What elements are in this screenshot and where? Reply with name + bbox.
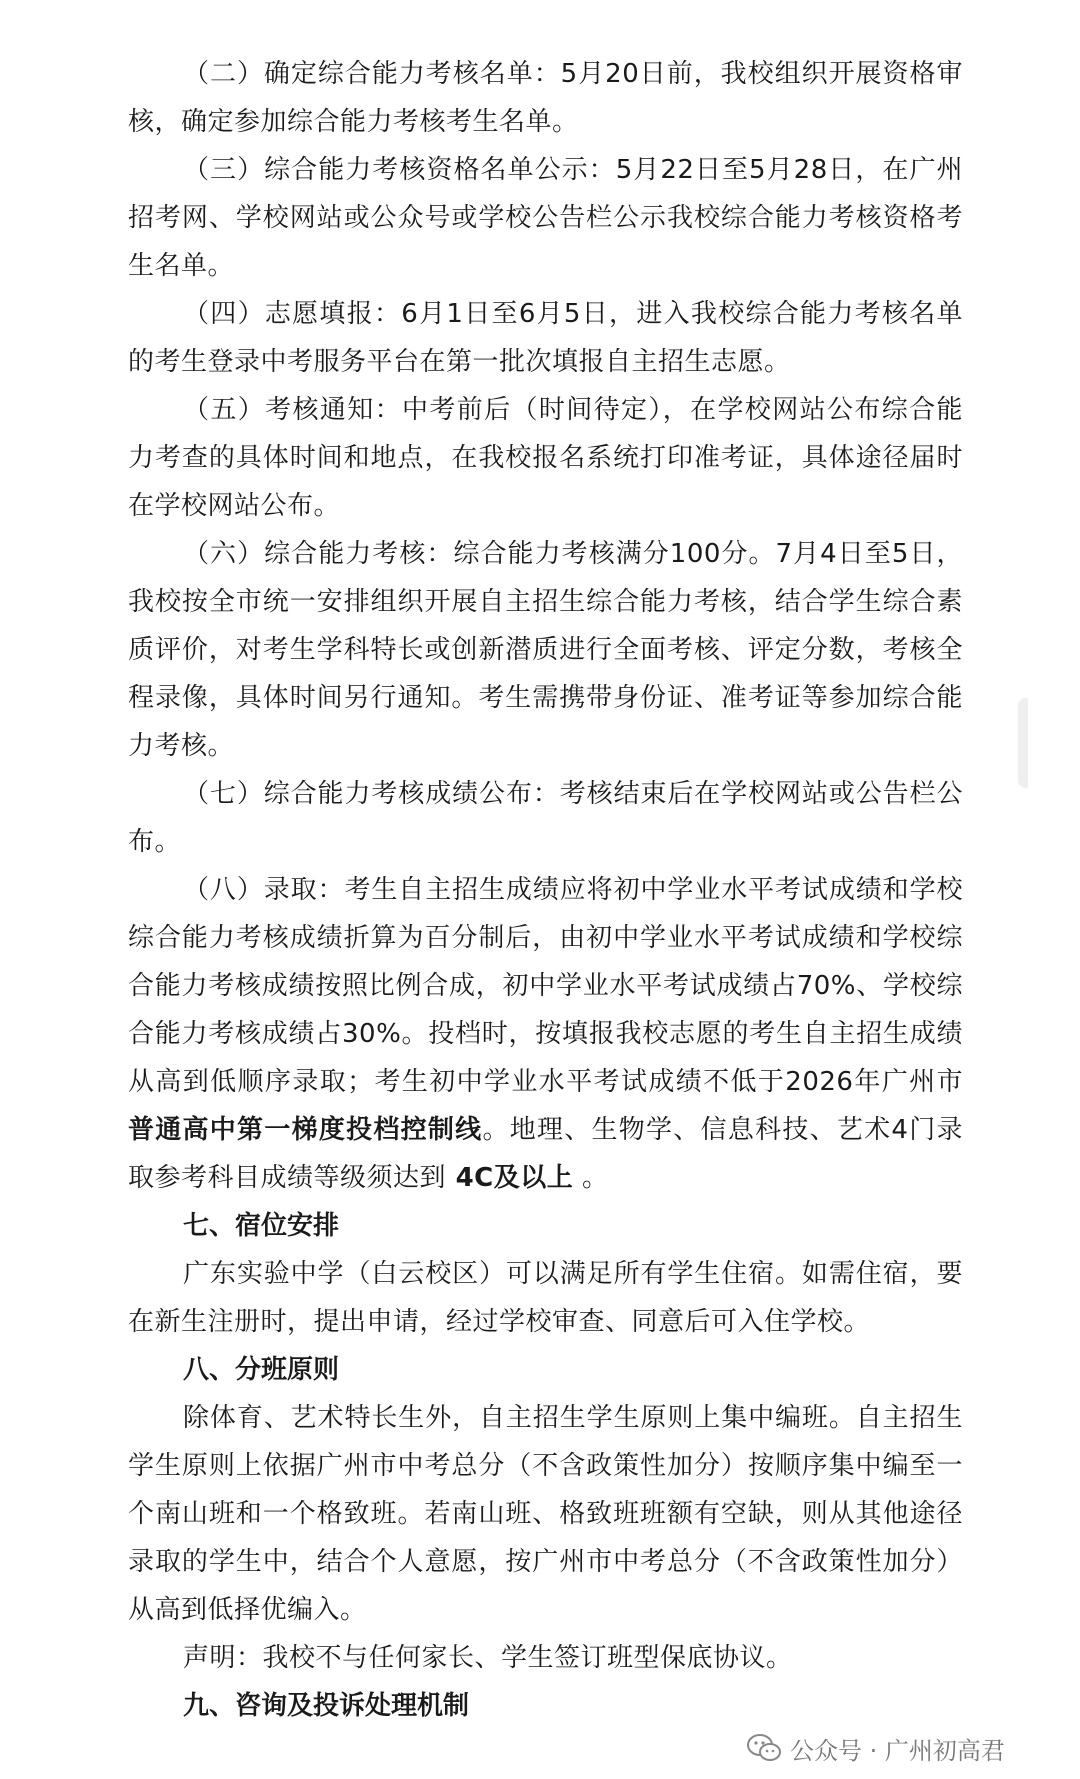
document-body: [128, 50, 963, 1730]
paragraph-step-4: （四）志愿填报：6月1日至6月5日，进入我校综合能力考核名单的考生登录中考服务平台在第一批次填报自主招生志愿。: [128, 299, 963, 377]
watermark: [740, 1730, 1011, 1766]
admission-text-2: 。地理、生物学、信息科技、艺术4门录取参考科目成绩等级须达到: [128, 1115, 963, 1193]
admission-text-1: （八）录取：考生自主招生成绩应将初中学业水平考试成绩和学校综合能力考核成绩折算为百分制后，由初中学业水平考试成绩和学校综合能力考核成绩按照比例合成，初中学业水平考试成绩占70%、学校综合能力考核成绩占30%。投档时，按填报我校志愿的考生自主招生成绩从高到低顺序录取；考生初中学业水平考试成绩不低于2026年广州市: [128, 875, 963, 1097]
paragraph-step-2: （二）确定综合能力考核名单：5月20日前，我校组织开展资格审核，确定参加综合能力考核考生名单。: [128, 59, 963, 137]
admission-bold-threshold: 普通高中第一梯度投档控制线: [128, 1115, 483, 1145]
watermark-text: 公众号 · 广州初高君: [790, 1736, 1005, 1765]
paragraph-step-7: （七）综合能力考核成绩公布：考核结束后在学校网站或公告栏公布。: [128, 779, 963, 857]
paragraph-step-5: （五）考核通知：中考前后（时间待定），在学校网站公布综合能力考查的具体时间和地点，在我校报名系统打印准考证，具体途径届时在学校网站公布。: [128, 395, 963, 521]
section-8-text: 除体育、艺术特长生外，自主招生学生原则上集中编班。自主招生学生原则上依据广州市中考总分（不含政策性加分）按顺序集中编至一个南山班和一个格致班。若南山班、格致班班额有空缺，则从其他途径录取的学生中，结合个人意愿，按广州市中考总分（不含政策性加分）从高到低择优编入。: [128, 1403, 963, 1625]
paragraph-step-6: （六）综合能力考核：综合能力考核满分100分。7月4日至5日，我校按全市统一安排组织开展自主招生综合能力考核，结合学生综合素质评价，对考生学科特长或创新潜质进行全面考核、评定分数，考核全程录像，具体时间另行通知。考生需携带身份证、准考证等参加综合能力考核。: [128, 539, 963, 761]
wechat-icon: [746, 1733, 782, 1763]
section-8-heading: 八、分班原则: [183, 1355, 340, 1385]
page-fold-mark: [1018, 698, 1068, 788]
admission-bold-grade: 4C及以上: [446, 1163, 574, 1193]
section-7-heading: 七、宿位安排: [183, 1211, 340, 1241]
section-9-heading: 九、咨询及投诉处理机制: [183, 1691, 470, 1721]
paragraph-admission: [128, 866, 963, 1202]
section-7-text: 广东实验中学（白云校区）可以满足所有学生住宿。如需住宿，要在新生注册时，提出申请，经过学校审查、同意后可入住学校。: [128, 1259, 963, 1337]
paragraph-step-3: （三）综合能力考核资格名单公示：5月22日至5月28日，在广州招考网、学校网站或公众号或学校公告栏公示我校综合能力考核资格考生名单。: [128, 155, 963, 281]
admission-text-3: 。: [573, 1163, 609, 1193]
section-8-statement: 声明：我校不与任何家长、学生签订班型保底协议。: [183, 1643, 793, 1673]
